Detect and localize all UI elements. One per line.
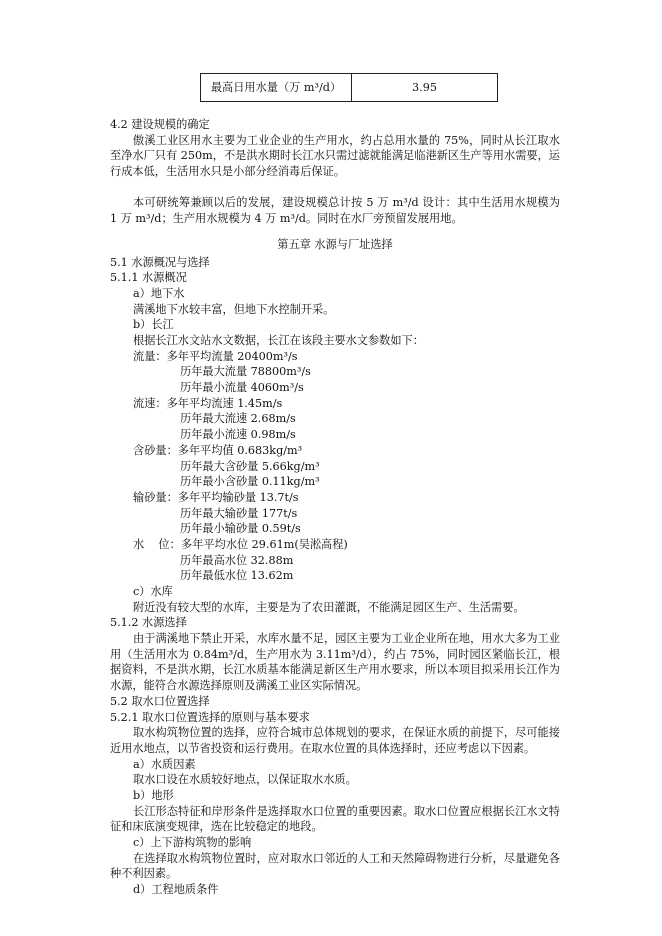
item-text-groundwater: 满溪地下水较丰富，但地下水控制开采。 [133, 302, 335, 316]
item-heading-yangtze: b）长江 [133, 318, 174, 332]
item-heading-structures: c）上下游构筑物的影响 [133, 836, 252, 850]
hydro-line: 多年平均流量 20400m³/s [166, 349, 298, 363]
paragraph-water-demand: 傲溪工业区用水主要为工业企业的生产用水，约占总用水量的 75%，同时从长江取水至净水厂只有 250m，不是洪水期时长江水只需过滤就能满足临港新区生产等用水需要，运行成本低，生活用水只是小部分经消毒后保证。 [110, 133, 560, 179]
item-heading-groundwater: a）地下水 [133, 286, 185, 300]
item-heading-reservoir: c）水库 [133, 585, 173, 598]
section-heading-4-2: 4.2 建设规模的确定 [110, 118, 210, 131]
table-label-cell: 最高日用水量（万 m³/d） [201, 74, 352, 102]
paragraph-source-selection: 由于满溪地下禁止开采，水库水量不足，园区主要为工业企业所在地，用水大多为工业用（生活用水为 0.84m³/d，生产用水为 3.11m³/d），约占 75%，同时园区紧临长江，根据资料，不是洪水期，长江水质基本能满足新区生产用水要求，所以本项目拟采用长江作为水源，能符合水源选择原则及满溪工业区实际情况。 [110, 632, 560, 693]
hydro-line: 历年最低水位 13.62m [180, 569, 294, 583]
hydro-label: 输砂量： [133, 490, 178, 504]
hydro-line: 历年最小流速 0.98m/s [180, 428, 296, 442]
item-heading-terrain: b）地形 [133, 789, 174, 802]
section-heading-5-2-1: 5.2.1 取水口位置选择的原则与基本要求 [110, 710, 310, 724]
hydro-line: 历年最小含砂量 0.11kg/m³ [180, 475, 320, 489]
hydro-label: 水 位： [133, 537, 181, 551]
hydro-block-flow [110, 349, 560, 396]
document-body [110, 117, 560, 898]
hydro-line: 历年最大输砂量 177t/s [180, 506, 298, 520]
section-heading-5-2: 5.2 取水口位置选择 [110, 694, 210, 708]
hydro-line: 历年最大流速 2.68m/s [180, 412, 296, 426]
table-value-cell: 3.95 [352, 74, 498, 102]
item-text-terrain: 长江形态特征和岸形条件是选择取水口位置的重要因素。取水口位置应根据长江水文特征和床底演变规律，选在比较稳定的地段。 [110, 804, 560, 834]
hydro-line: 历年最小流量 4060m³/s [180, 381, 304, 395]
hydro-line: 多年平均输砂量 13.7t/s [177, 490, 299, 504]
hydro-line: 历年最大含砂量 5.66kg/m³ [180, 459, 320, 473]
hydro-block-level [110, 537, 560, 584]
item-text-yangtze: 根据长江水文站水文数据，长江在该段主要水文参数如下： [133, 334, 424, 347]
hydro-line: 历年最高水位 32.88m [180, 553, 294, 567]
table-row [201, 74, 498, 102]
hydro-block-sediment [110, 443, 560, 490]
paragraph-scale: 本可研统筹兼顾以后的发展，建设规模总计按 5 万 m³/d 设计：其中生活用水规模为 1 万 m³/d；生产用水规模为 4 万 m³/d。同时在水厂旁预留发展用地。 [110, 196, 560, 226]
chapter-title: 第五章 水源与厂址选择 [277, 237, 393, 251]
item-text-water-quality: 取水口设在水质较好地点，以保证取水水质。 [133, 773, 357, 787]
hydro-block-velocity [110, 396, 560, 443]
item-heading-water-quality: a）水质因素 [133, 757, 196, 771]
item-heading-geology: d）工程地质条件 [133, 883, 219, 897]
hydro-label: 流速： [133, 396, 167, 410]
item-text-reservoir: 附近没有较大型的水库，主要是为了农田灌溉，不能满足园区生产、生活需要。 [133, 600, 525, 614]
hydro-line: 多年平均值 0.683kg/m³ [177, 443, 303, 457]
item-text-structures: 在选择取水构筑物位置时，应对取水口邻近的人工和天然障碍物进行分析，尽量避免各种不利因素。 [110, 851, 560, 881]
section-heading-5-1-1: 5.1.1 水源概况 [110, 271, 187, 285]
hydro-line: 多年平均流速 1.45m/s [166, 396, 283, 410]
section-heading-5-1-2: 5.1.2 水源选择 [110, 616, 187, 630]
section-heading-5-1: 5.1 水源概况与选择 [110, 255, 210, 269]
hydro-line: 多年平均水位 29.61m(吴淞高程) [181, 537, 348, 551]
capacity-table [200, 73, 498, 102]
hydro-line: 历年最大流量 78800m³/s [180, 365, 311, 379]
paragraph-intake-principles: 取水构筑物位置的选择，应符合城市总体规划的要求，在保证水质的前提下，尽可能接近用水地点，以节省投资和运行费用。在取水位置的具体选择时，还应考虑以下因素。 [110, 726, 560, 755]
hydro-line: 历年最小输砂量 0.59t/s [180, 522, 301, 536]
hydro-label: 含砂量： [133, 443, 178, 457]
hydro-block-transport [110, 490, 560, 537]
hydro-label: 流量： [133, 349, 167, 363]
